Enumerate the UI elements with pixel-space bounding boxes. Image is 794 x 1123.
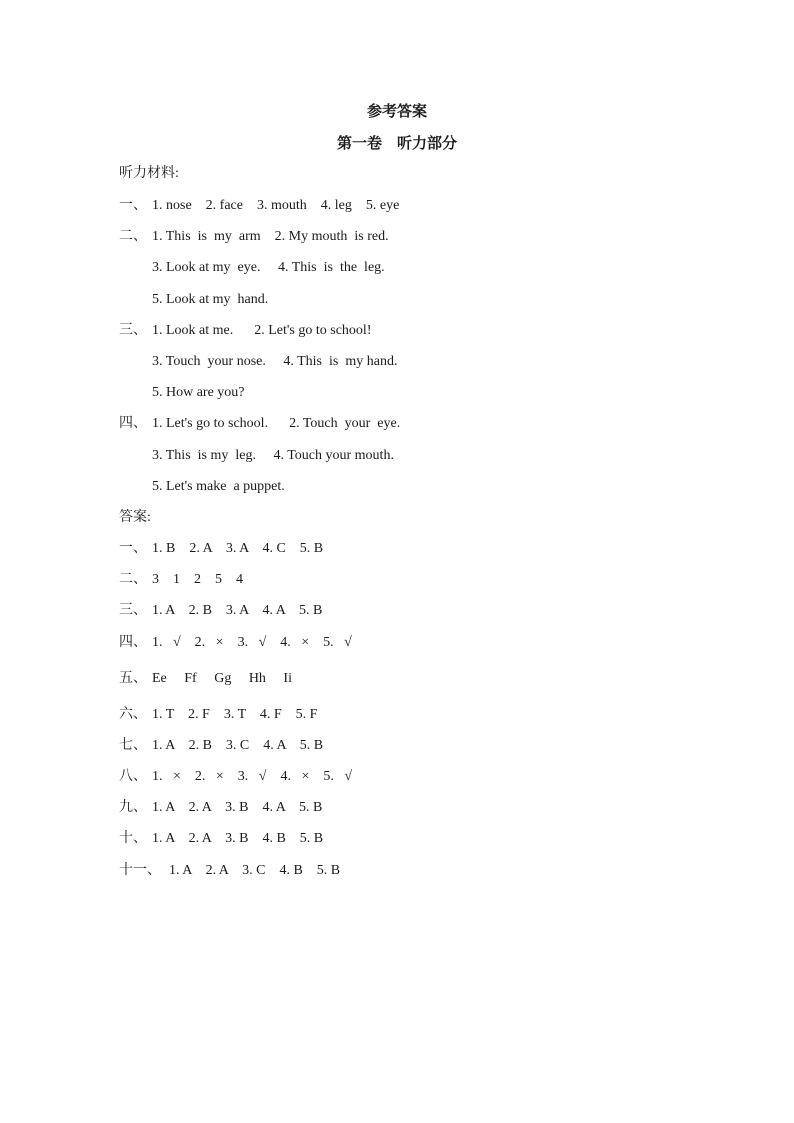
answers-heading: 答案:: [119, 510, 151, 525]
listening-text: 3. Touch your nose. 4. This is my hand.: [152, 354, 398, 369]
answer-line: [119, 633, 352, 653]
listening-line: [152, 477, 285, 497]
listening-line: [152, 383, 245, 403]
page-subtitle: 第一卷 听力部分: [336, 136, 457, 152]
answer-text: 1. B 2. A 3. A 4. C 5. B: [152, 541, 324, 556]
listening-line: [152, 352, 397, 372]
answer-text: 1. √ 2. × 3. √ 4. × 5. √: [152, 635, 352, 650]
answer-text: 1. × 2. × 3. √ 4. × 5. √: [152, 769, 353, 784]
section-prefix: 十、: [119, 831, 147, 846]
answer-line: [119, 767, 352, 787]
answer-text: 1. A 2. B 3. A 4. A 5. B: [152, 603, 323, 618]
section-prefix: 六、: [119, 707, 147, 722]
listening-text: 1. nose 2. face 3. mouth 4. leg 5. eye: [152, 198, 400, 213]
section-prefix: 一、: [119, 541, 147, 556]
answer-line: [119, 861, 340, 881]
listening-text: 3. This is my leg. 4. Touch your mouth.: [152, 448, 394, 463]
listening-text: 1. Let's go to school. 2. Touch your eye.: [152, 416, 401, 431]
section-prefix: 二、: [119, 229, 147, 244]
listening-line: [152, 446, 394, 466]
listening-line: [119, 321, 372, 341]
answer-line: [119, 669, 292, 689]
answer-line: [119, 570, 243, 590]
page-title: 参考答案: [366, 104, 427, 120]
answer-text: 1. A 2. A 3. B 4. A 5. B: [152, 800, 323, 815]
listening-line: [152, 290, 268, 310]
listening-line: [119, 227, 389, 247]
answer-text: 1. A 2. A 3. C 4. B 5. B: [169, 863, 341, 878]
listening-text: 1. Look at me. 2. Let's go to school!: [152, 323, 372, 338]
answer-line: [119, 705, 317, 725]
answer-text: 1. A 2. B 3. C 4. A 5. B: [152, 738, 324, 753]
answer-line: [119, 829, 323, 849]
listening-line: [119, 414, 400, 434]
answer-text: Ee Ff Gg Hh Ii: [152, 671, 292, 686]
section-prefix: 一、: [119, 198, 147, 213]
answer-line: [119, 798, 322, 818]
answer-text: 1. A 2. A 3. B 4. B 5. B: [152, 831, 324, 846]
section-prefix: 三、: [119, 323, 147, 338]
section-prefix: 十一、: [119, 863, 161, 878]
listening-text: 5. How are you?: [152, 385, 245, 400]
section-prefix: 七、: [119, 738, 147, 753]
listening-text: 1. This is my arm 2. My mouth is red.: [152, 229, 389, 244]
section-prefix: 四、: [119, 635, 147, 650]
section-prefix: 二、: [119, 572, 147, 587]
listening-text: 3. Look at my eye. 4. This is the leg.: [152, 260, 385, 275]
section-prefix: 五、: [119, 671, 147, 686]
answer-line: [119, 601, 322, 621]
listening-line: [152, 258, 385, 278]
section-prefix: 九、: [119, 800, 147, 815]
answer-text: 3 1 2 5 4: [152, 572, 243, 587]
answer-line: [119, 736, 323, 756]
listening-line: [119, 196, 399, 216]
section-prefix: 三、: [119, 603, 147, 618]
section-prefix: 四、: [119, 416, 147, 431]
listening-text: 5. Let's make a puppet.: [152, 479, 285, 494]
section-prefix: 八、: [119, 769, 147, 784]
answer-text: 1. T 2. F 3. T 4. F 5. F: [152, 707, 318, 722]
answer-line: [119, 539, 323, 559]
listening-text: 5. Look at my hand.: [152, 292, 269, 307]
listening-heading: 听力材料:: [119, 166, 179, 181]
